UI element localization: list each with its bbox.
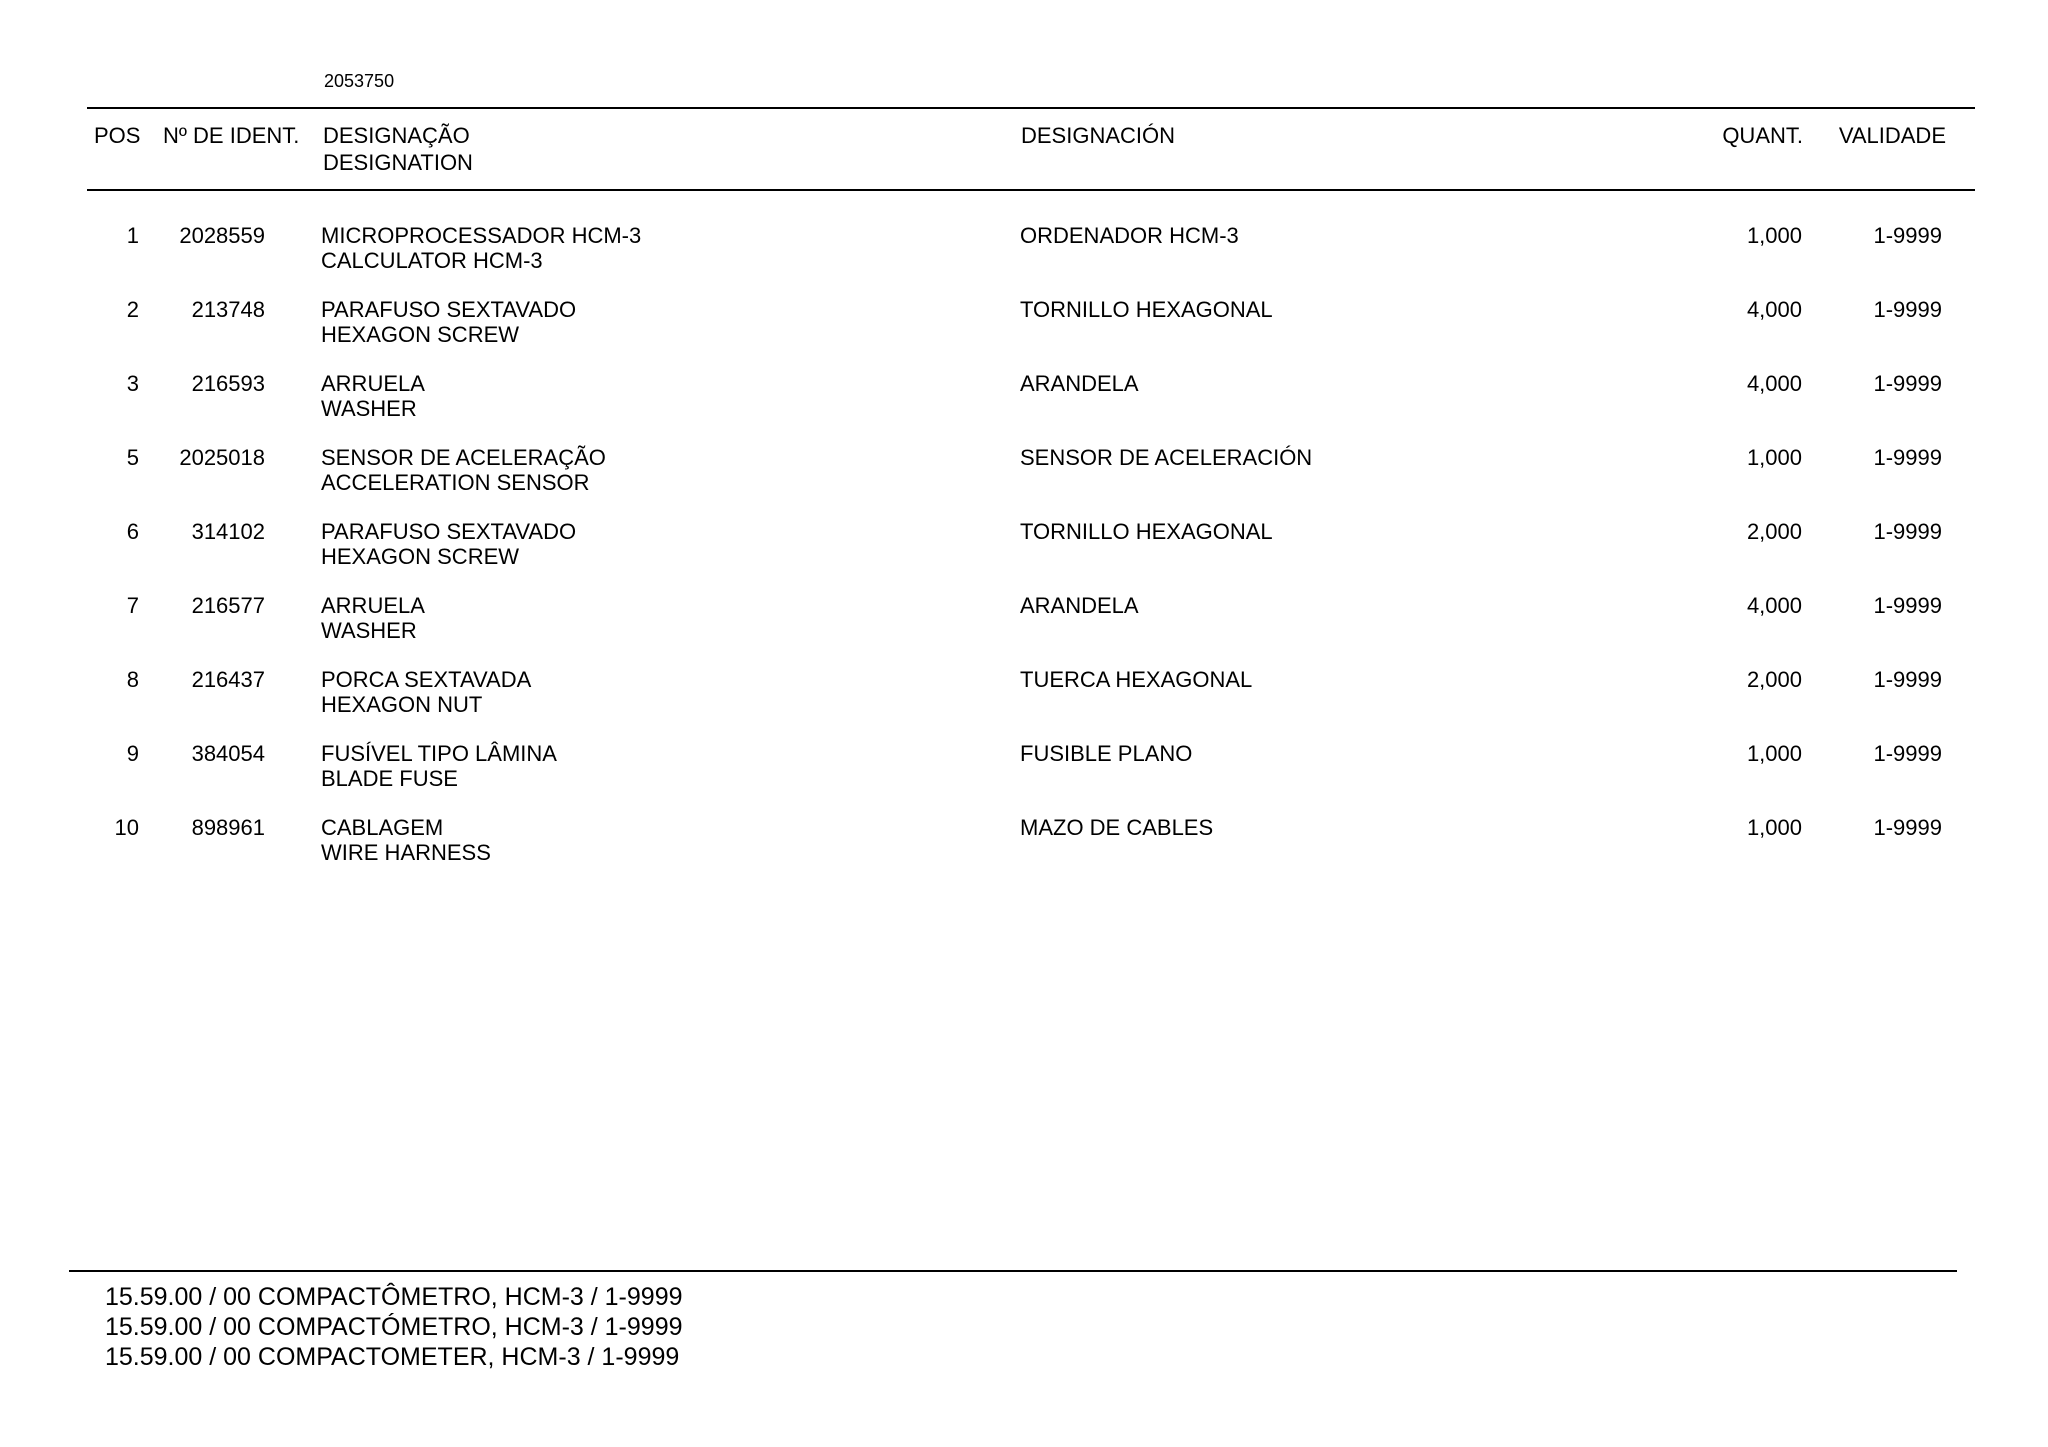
- row-designation-es: MAZO DE CABLES: [1020, 815, 1214, 840]
- footer-assembly-reference: [105, 1282, 683, 1372]
- row-ident: 2025018: [179, 445, 265, 470]
- row-pos: 6: [126, 519, 139, 544]
- column-header-designation-en: DESIGNATION: [323, 150, 473, 175]
- row-pos: 2: [126, 297, 139, 322]
- row-pos: 8: [126, 667, 139, 692]
- row-designation-en: HEXAGON SCREW: [321, 322, 520, 347]
- row-designation-es: TUERCA HEXAGONAL: [1020, 667, 1253, 692]
- document-number: 2053750: [324, 71, 395, 91]
- column-header-ident: Nº DE IDENT.: [163, 123, 300, 148]
- row-quantity: 4,000: [1746, 371, 1802, 396]
- column-header-designation-es: DESIGNACIÓN: [1021, 123, 1176, 148]
- row-designation-pt: ARRUELA: [321, 371, 425, 396]
- row-validity: 1-9999: [1873, 741, 1942, 766]
- header-bottom-divider: [87, 189, 1975, 191]
- row-validity: 1-9999: [1873, 223, 1942, 248]
- column-header-designation-pt: DESIGNAÇÃO: [323, 123, 470, 148]
- row-quantity: 1,000: [1746, 741, 1802, 766]
- row-designation-en: WASHER: [321, 618, 417, 643]
- header-top-divider: [87, 107, 1975, 109]
- row-validity: 1-9999: [1873, 445, 1942, 470]
- row-designation-es: ORDENADOR HCM-3: [1020, 223, 1239, 248]
- row-designation-en: WASHER: [321, 396, 417, 421]
- row-designation-en: WIRE HARNESS: [321, 840, 491, 865]
- column-header-validity: VALIDADE: [1838, 123, 1946, 148]
- row-ident: 384054: [191, 741, 265, 766]
- row-pos: 9: [126, 741, 139, 766]
- table-row: [0, 667, 2048, 741]
- row-pos: 3: [126, 371, 139, 396]
- row-quantity: 2,000: [1746, 667, 1802, 692]
- row-validity: 1-9999: [1873, 371, 1942, 396]
- row-designation-es: SENSOR DE ACELERACIÓN: [1020, 445, 1313, 470]
- row-validity: 1-9999: [1873, 593, 1942, 618]
- row-validity: 1-9999: [1873, 519, 1942, 544]
- footer-line-en: 15.59.00 / 00 COMPACTOMETER, HCM-3 / 1-9999: [105, 1343, 680, 1371]
- table-row: [0, 445, 2048, 519]
- row-validity: 1-9999: [1873, 815, 1942, 840]
- row-designation-pt: CABLAGEM: [321, 815, 444, 840]
- row-designation-en: HEXAGON SCREW: [321, 544, 520, 569]
- footer-divider: [69, 1270, 1957, 1272]
- row-designation-es: FUSIBLE PLANO: [1020, 741, 1193, 766]
- row-designation-en: HEXAGON NUT: [321, 692, 483, 717]
- footer-line-es: 15.59.00 / 00 COMPACTÓMETRO, HCM-3 / 1-9999: [105, 1313, 683, 1341]
- footer-line-pt: 15.59.00 / 00 COMPACTÔMETRO, HCM-3 / 1-9999: [105, 1283, 683, 1311]
- row-designation-pt: MICROPROCESSADOR HCM-3: [321, 223, 642, 248]
- parts-table-body: [0, 223, 2048, 889]
- row-ident: 314102: [191, 519, 265, 544]
- row-quantity: 1,000: [1746, 445, 1802, 470]
- row-ident: 2028559: [179, 223, 265, 248]
- row-pos: 10: [114, 815, 139, 840]
- row-ident: 213748: [191, 297, 265, 322]
- row-validity: 1-9999: [1873, 297, 1942, 322]
- row-validity: 1-9999: [1873, 667, 1942, 692]
- table-row: [0, 371, 2048, 445]
- table-row: [0, 519, 2048, 593]
- row-quantity: 1,000: [1746, 223, 1802, 248]
- table-row: [0, 297, 2048, 371]
- row-designation-es: ARANDELA: [1020, 593, 1139, 618]
- row-pos: 5: [126, 445, 139, 470]
- row-pos: 7: [126, 593, 139, 618]
- row-designation-en: BLADE FUSE: [321, 766, 458, 791]
- table-row: [0, 741, 2048, 815]
- column-header-pos: POS: [94, 123, 141, 148]
- row-designation-pt: FUSÍVEL TIPO LÂMINA: [321, 741, 557, 766]
- column-header-quantity: QUANT.: [1722, 123, 1803, 148]
- row-designation-pt: PARAFUSO SEXTAVADO: [321, 519, 577, 544]
- row-designation-en: CALCULATOR HCM-3: [321, 248, 543, 273]
- row-ident: 216593: [191, 371, 265, 396]
- row-ident: 216577: [191, 593, 265, 618]
- row-designation-en: ACCELERATION SENSOR: [321, 470, 590, 495]
- row-ident: 898961: [191, 815, 265, 840]
- row-pos: 1: [126, 223, 139, 248]
- row-designation-pt: ARRUELA: [321, 593, 425, 618]
- table-row: [0, 593, 2048, 667]
- row-quantity: 1,000: [1746, 815, 1802, 840]
- row-designation-es: TORNILLO HEXAGONAL: [1020, 297, 1273, 322]
- row-designation-es: ARANDELA: [1020, 371, 1139, 396]
- row-quantity: 4,000: [1746, 297, 1802, 322]
- row-designation-pt: PORCA SEXTAVADA: [321, 667, 532, 692]
- row-designation-pt: PARAFUSO SEXTAVADO: [321, 297, 577, 322]
- row-ident: 216437: [191, 667, 265, 692]
- table-row: [0, 815, 2048, 889]
- row-designation-es: TORNILLO HEXAGONAL: [1020, 519, 1273, 544]
- table-row: [0, 223, 2048, 297]
- row-designation-pt: SENSOR DE ACELERAÇÃO: [321, 445, 606, 470]
- row-quantity: 4,000: [1746, 593, 1802, 618]
- row-quantity: 2,000: [1746, 519, 1802, 544]
